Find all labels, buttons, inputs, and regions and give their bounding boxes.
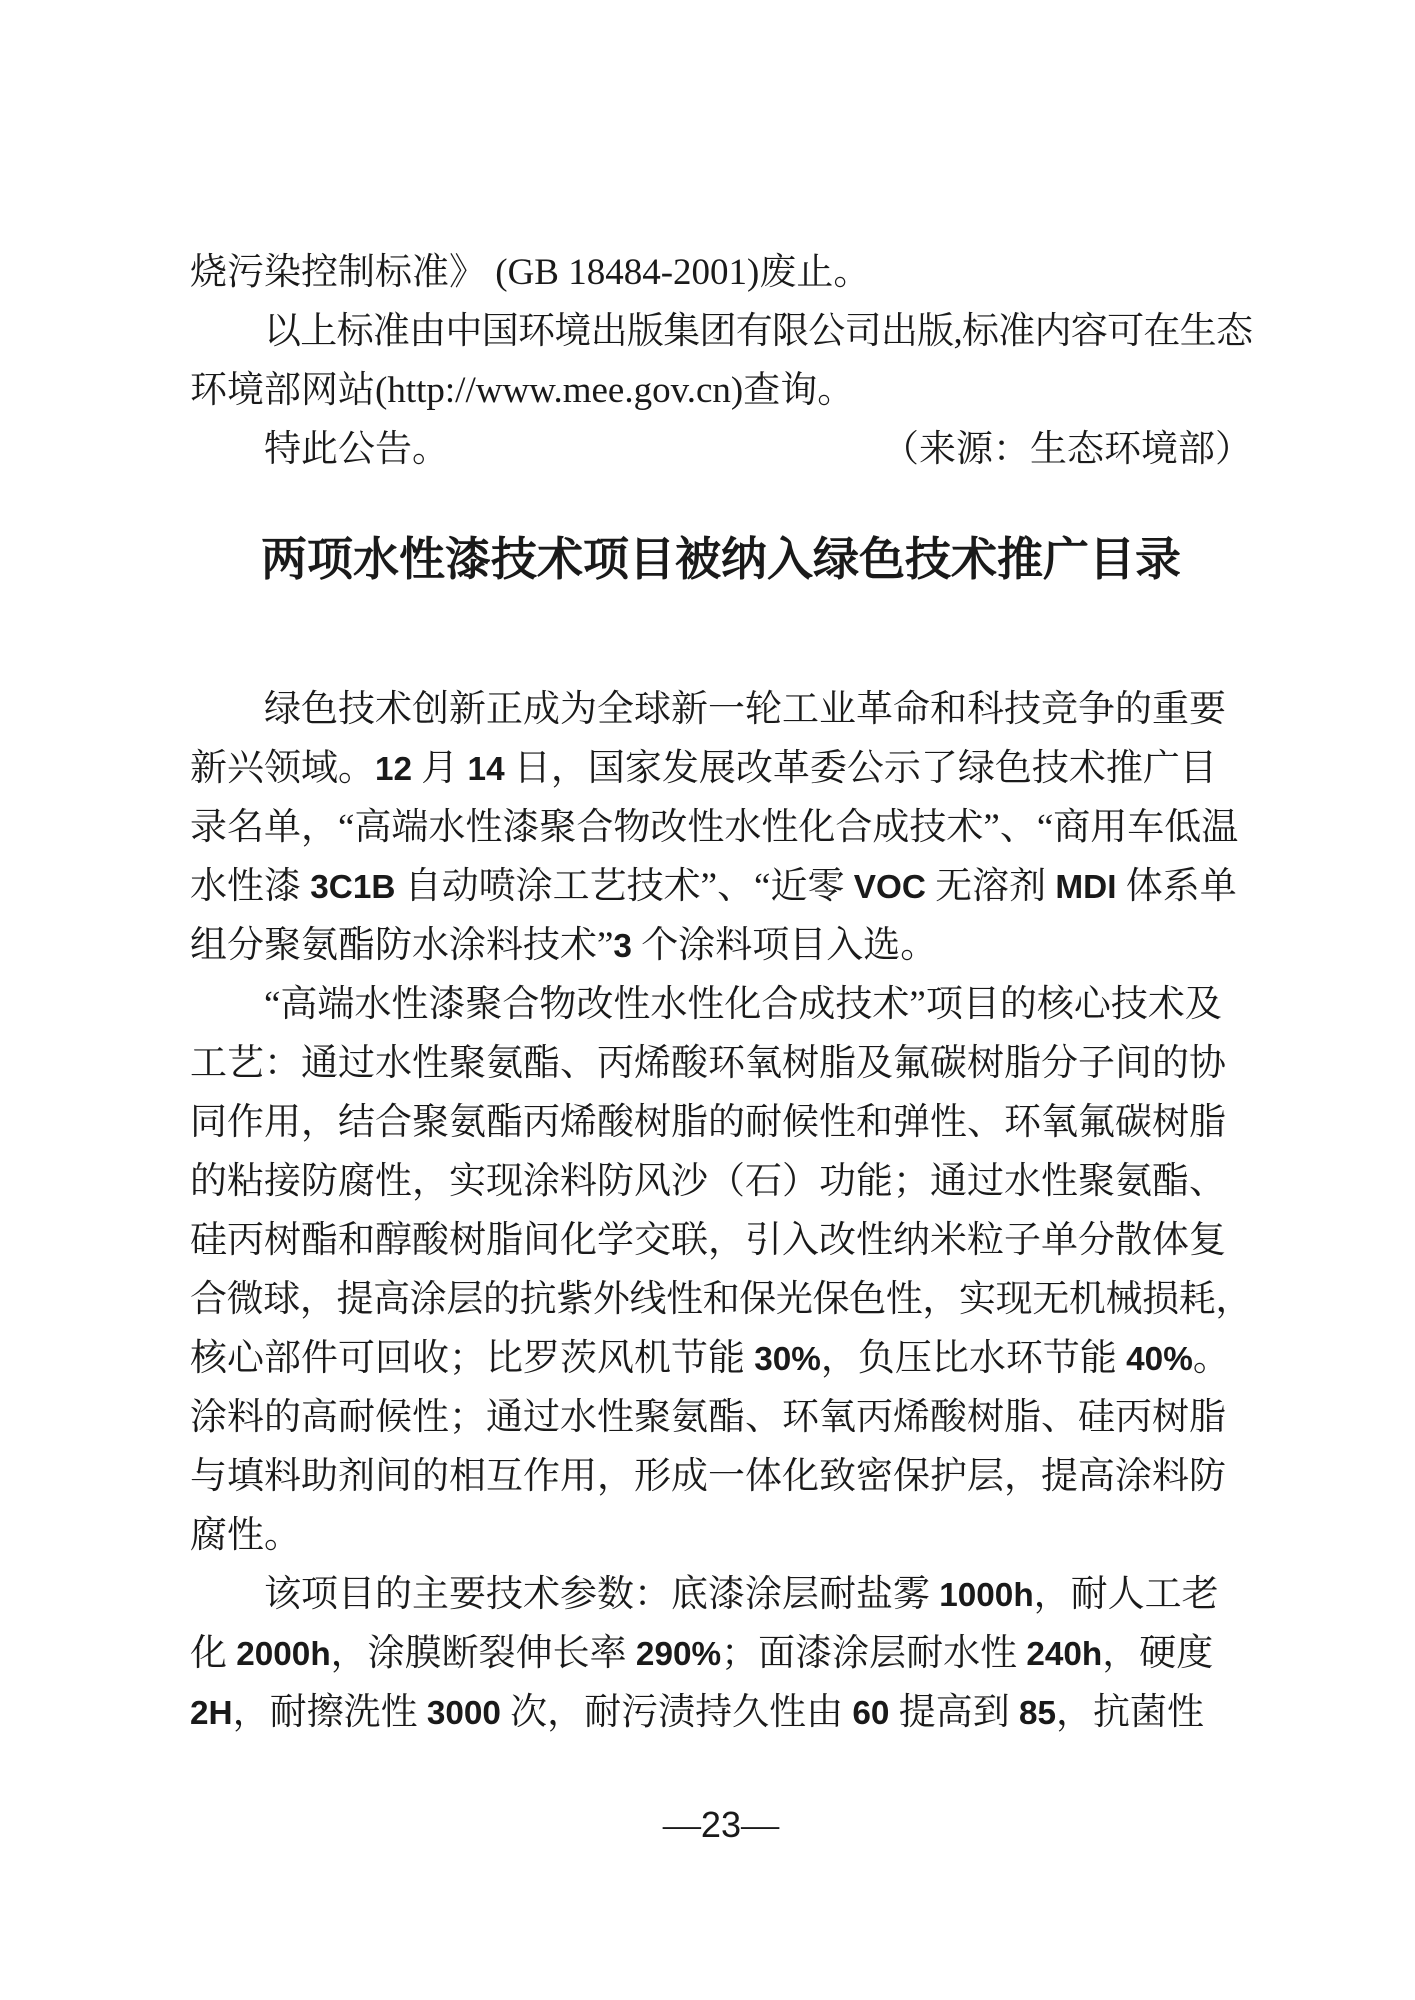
closing-line [190, 420, 1252, 479]
article-line: 该项目的主要技术参数：底漆涂层耐盐雾 1000h，耐人工老 [264, 1574, 1219, 1615]
notice-lines [190, 243, 1252, 420]
article-line: 合微球，提高涂层的抗紫外线性和保光保色性，实现无机械损耗， [190, 1279, 1252, 1320]
article-line: 涂料的高耐候性；通过水性聚氨酯、环氧丙烯酸树脂、硅丙树脂 [190, 1397, 1226, 1438]
closing-text: 特此公告。 [264, 429, 449, 470]
page-number: —23— [662, 1804, 780, 1846]
article-line: 硅丙树酯和醇酸树脂间化学交联，引入改性纳米粒子单分散体复 [190, 1220, 1226, 1261]
article-lines [190, 680, 1252, 1742]
article-line: 的粘接防腐性，实现涂料防风沙（石）功能；通过水性聚氨酯、 [190, 1161, 1226, 1202]
article-line: 与填料助剂间的相互作用，形成一体化致密保护层，提高涂料防 [190, 1456, 1226, 1497]
article-line: 同作用，结合聚氨酯丙烯酸树脂的耐候性和弹性、环氧氟碳树脂 [190, 1102, 1226, 1143]
article-line: “高端水性漆聚合物改性水性化合成技术”项目的核心技术及 [264, 984, 1222, 1025]
notice-line: 烧污染控制标准》 (GB 18484-2001)废止。 [190, 252, 871, 293]
article-line: 绿色技术创新正成为全球新一轮工业革命和科技竞争的重要 [264, 689, 1226, 730]
article-line: 核心部件可回收；比罗茨风机节能 30%，负压比水环节能 40%。 [190, 1338, 1230, 1379]
article-line: 腐性。 [190, 1515, 301, 1556]
article-line: 2H，耐擦洗性 3000 次，耐污渍持久性由 60 提高到 85，抗菌性 [190, 1692, 1204, 1733]
notice-line: 环境部网站(http://www.mee.gov.cn)查询。 [190, 370, 855, 411]
article-line: 录名单，“高端水性漆聚合物改性水性化合成技术”、“商用车低温 [190, 807, 1239, 848]
article-line: 水性漆 3C1B 自动喷涂工艺技术”、“近零 VOC 无溶剂 MDI 体系单 [190, 866, 1237, 907]
article-line: 新兴领域。12 月 14 日，国家发展改革委公示了绿色技术推广目 [190, 748, 1217, 789]
article-line: 工艺：通过水性聚氨酯、丙烯酸环氧树脂及氟碳树脂分子间的协 [190, 1043, 1226, 1084]
article-line: 组分聚氨酯防水涂料技术”3 个涂料项目入选。 [190, 925, 938, 966]
notice-line: 以上标准由中国环境出版集团有限公司出版,标准内容可在生态 [264, 311, 1253, 352]
article-body [190, 680, 1252, 1742]
notice-section [190, 243, 1252, 479]
article-line: 化 2000h，涂膜断裂伸长率 290%；面漆涂层耐水性 240h，硬度 [190, 1633, 1214, 1674]
article-title: 两项水性漆技术项目被纳入绿色技术推广目录 [261, 534, 1181, 585]
source-text: （来源：生态环境部） [882, 429, 1252, 470]
